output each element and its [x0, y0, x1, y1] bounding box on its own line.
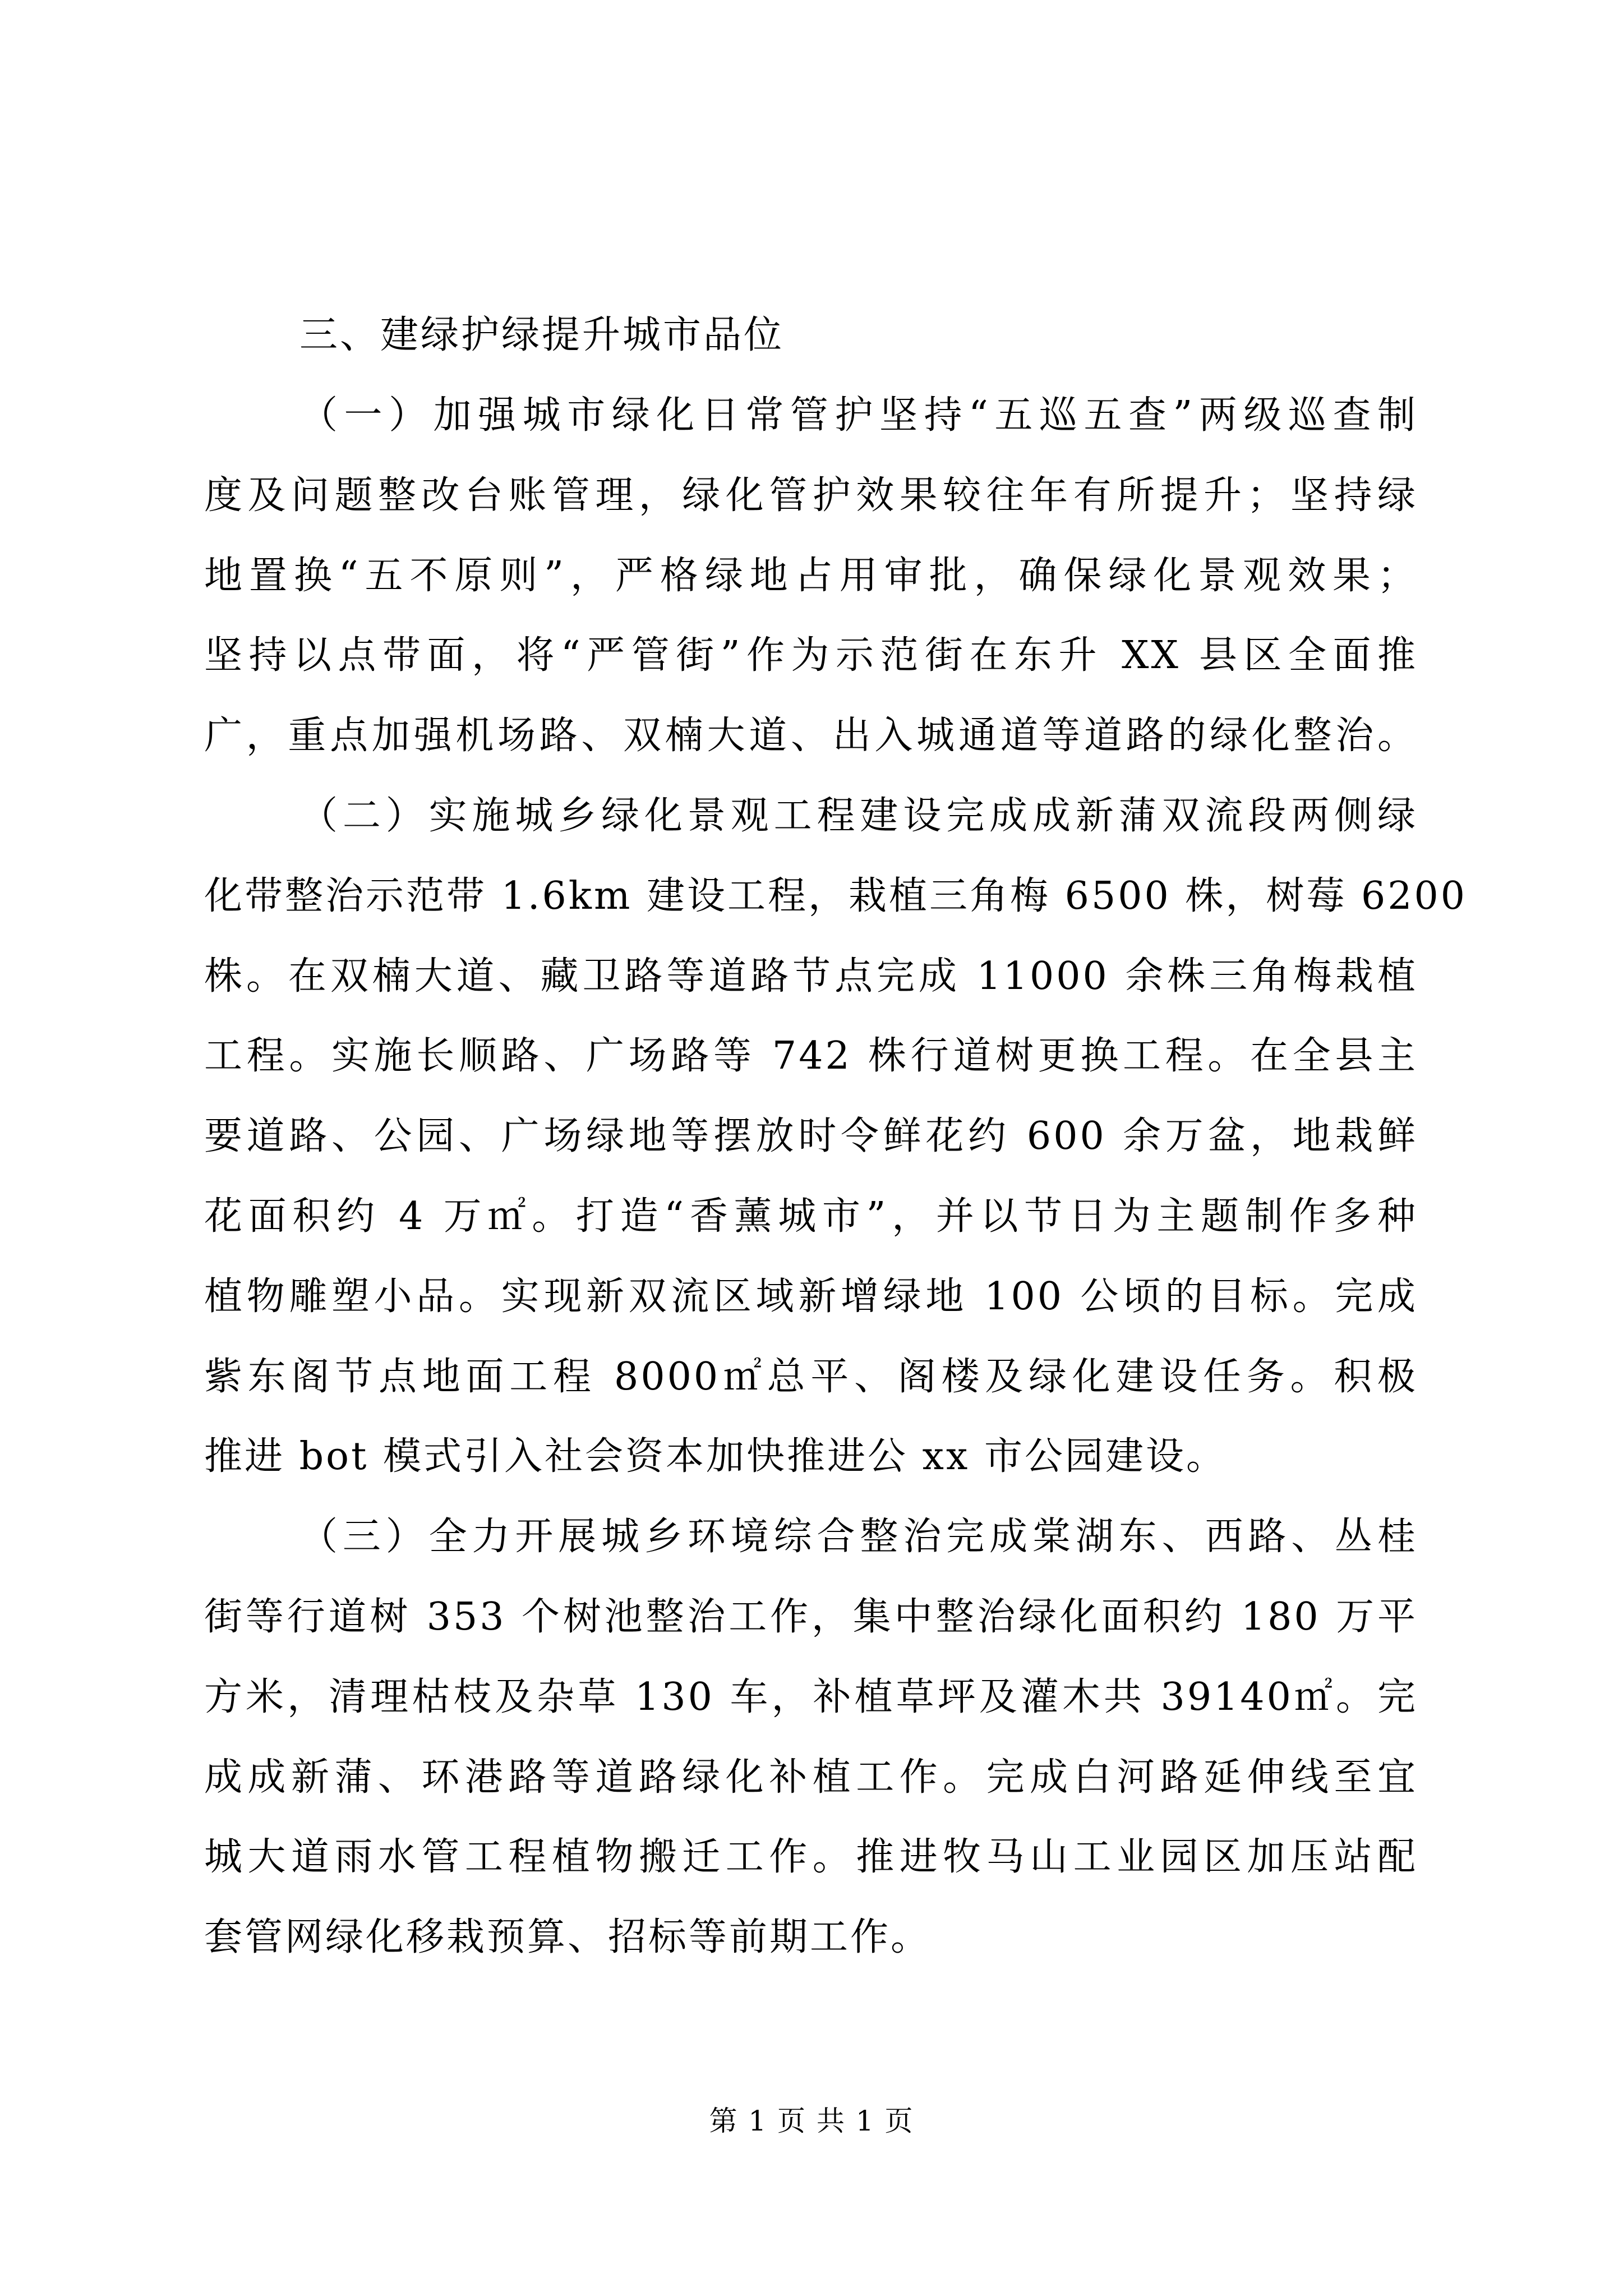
paragraph-3-line-5: 城大道雨水管工程植物搬迁工作。推进牧马山工业园区加压站配 [204, 1835, 1418, 1879]
paragraph-2-line-8: 紫东阁节点地面工程 8000㎡总平、阁楼及绿化建设任务。积极 [204, 1355, 1418, 1399]
paragraph-3-line-6: 套管网绿化移栽预算、招标等前期工作。 [204, 1915, 932, 1959]
paragraph-1-line-2: 度及问题整改台账管理，绿化管护效果较往年有所提升；坚持绿 [204, 473, 1418, 518]
paragraph-3-line-3: 方米，清理枯枝及杂草 130 车，补植草坪及灌木共 39140㎡。完 [204, 1675, 1418, 1719]
page-footer: 第 1 页 共 1 页 [709, 2105, 914, 2137]
paragraph-2-line-1: （二）实施城乡绿化景观工程建设完成成新蒲双流段两侧绿 [299, 794, 1418, 838]
paragraph-3-line-1: （三）全力开展城乡环境综合整治完成棠湖东、西路、丛桂 [299, 1515, 1418, 1559]
paragraph-1-line-4: 坚持以点带面，将“严管街”作为示范街在东升 XX 县区全面推 [204, 633, 1418, 678]
paragraph-1-line-1: （一）加强城市绿化日常管护坚持“五巡五查”两级巡查制 [299, 393, 1418, 438]
paragraph-2-line-9: 推进 bot 模式引入社会资本加快推进公 xx 市公园建设。 [204, 1434, 1227, 1479]
paragraph-2-line-7: 植物雕塑小品。实现新双流区域新增绿地 100 公顷的目标。完成 [204, 1274, 1418, 1319]
paragraph-1-line-5: 广，重点加强机场路、双楠大道、出入城通道等道路的绿化整治。 [204, 714, 1418, 758]
paragraph-2-line-3: 株。在双楠大道、藏卫路等道路节点完成 11000 余株三角梅栽植 [204, 954, 1418, 999]
paragraph-2-line-6: 花面积约 4 万㎡。打造“香薰城市”，并以节日为主题制作多种 [204, 1194, 1418, 1239]
paragraph-2-line-5: 要道路、公园、广场绿地等摆放时令鲜花约 600 余万盆，地栽鲜 [204, 1114, 1418, 1158]
section-heading: 三、建绿护绿提升城市品位 [299, 313, 785, 357]
paragraph-1-line-3: 地置换“五不原则”，严格绿地占用审批，确保绿化景观效果； [204, 554, 1418, 598]
paragraph-2-line-2: 化带整治示范带 1.6km 建设工程，栽植三角梅 6500 株，树莓 6200 [204, 874, 1468, 918]
paragraph-2-line-4: 工程。实施长顺路、广场路等 742 株行道树更换工程。在全县主 [204, 1034, 1418, 1078]
paragraph-3-line-4: 成成新蒲、环港路等道路绿化补植工作。完成白河路延伸线至宜 [204, 1755, 1418, 1800]
paragraph-3-line-2: 街等行道树 353 个树池整治工作，集中整治绿化面积约 180 万平 [204, 1595, 1418, 1639]
